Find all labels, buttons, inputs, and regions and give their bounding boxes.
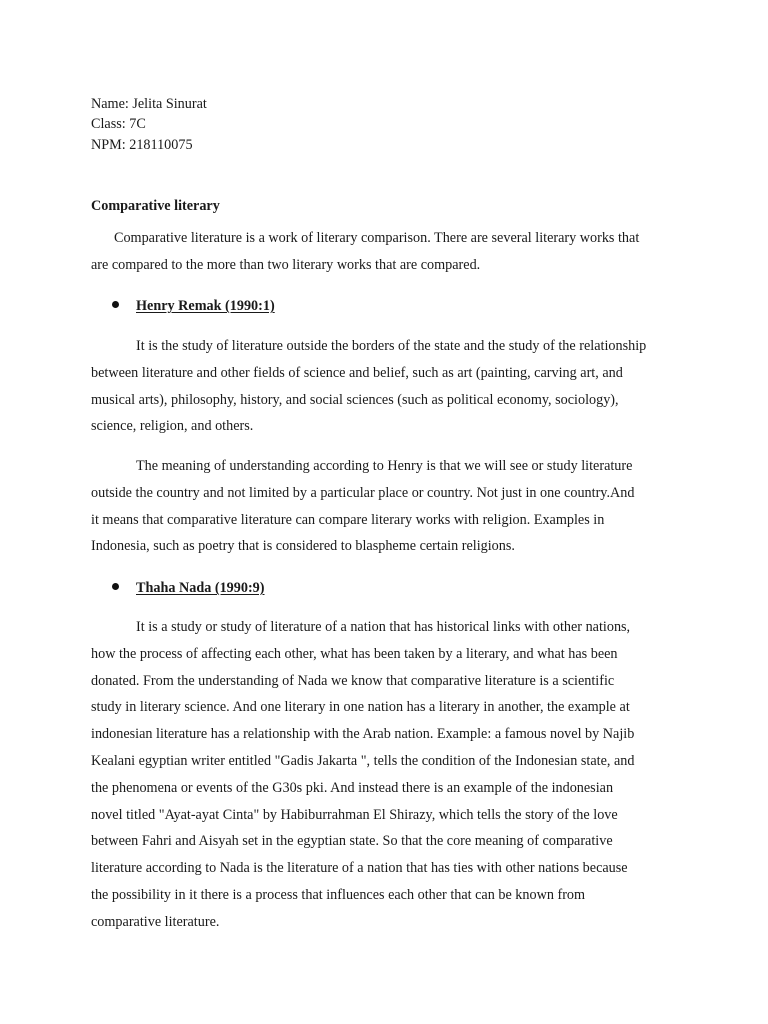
intro-paragraph xyxy=(91,225,679,279)
text-line: between literature and other fields of science and belief, such as art (painting, carving art, and xyxy=(91,364,623,381)
thaha-nada-paragraph xyxy=(91,614,679,936)
text-line: the possibility in it there is a process that influences each other that can be known from xyxy=(91,886,586,903)
text-line: Kealani egyptian writer entitled "Gadis Jakarta ", tells the condition of the Indonesian state, and xyxy=(91,752,635,769)
text-line: outside the country and not limited by a particular place or country. Not just in one country.And xyxy=(91,484,635,501)
text-line: The meaning of understanding according to Henry is that we will see or study literature xyxy=(136,458,633,474)
document-title: Comparative literary xyxy=(91,198,220,214)
text-line: study in literary science. And one literary in one nation has a literary in another, the example at xyxy=(91,699,630,716)
text-line: It is the study of literature outside the borders of the state and the study of the relationship xyxy=(136,338,647,354)
student-npm: NPM: 218110075 xyxy=(91,136,193,153)
text-line: science, religion, and others. xyxy=(91,418,254,435)
student-info xyxy=(91,94,207,155)
section-heading-text: Thaha Nada (1990:9) xyxy=(136,580,265,596)
text-line: are compared to the more than two literary works that are compared. xyxy=(91,256,481,273)
student-class: Class: 7C xyxy=(91,116,146,133)
text-line: Comparative literature is a work of literary comparison. There are several literary works that xyxy=(114,230,640,246)
text-line: comparative literature. xyxy=(91,913,220,930)
text-line: musical arts), philosophy, history, and social sciences (such as political economy, sociology), xyxy=(91,391,619,408)
text-line: indonesian literature has a relationship with the Arab nation. Example: a famous novel by Najib xyxy=(91,726,635,743)
text-line: between Fahri and Aisyah set in the egyptian state. So that the core meaning of comparative xyxy=(91,833,613,850)
section-heading-thaha-nada xyxy=(112,578,265,598)
text-line: It is a study or study of literature of a nation that has historical links with other nations, xyxy=(136,619,631,635)
section-heading-text: Henry Remak (1990:1) xyxy=(136,298,275,314)
student-name: Name: Jelita Sinurat xyxy=(91,96,207,112)
text-line: it means that comparative literature can compare literary works with religion. Examples in xyxy=(91,511,605,528)
bullet-icon xyxy=(112,583,119,590)
bullet-icon xyxy=(112,301,119,308)
text-line: Indonesia, such as poetry that is considered to blaspheme certain religions. xyxy=(91,538,515,555)
henry-remak-paragraph-1 xyxy=(91,333,679,440)
text-line: how the process of affecting each other, what has been taken by a literary, and what has been xyxy=(91,645,618,662)
text-line: donated. From the understanding of Nada we know that comparative literature is a scientific xyxy=(91,672,615,689)
text-line: novel titled "Ayat-ayat Cinta" by Habiburrahman El Shirazy, which tells the story of the love xyxy=(91,806,618,823)
section-heading-henry-remak xyxy=(112,296,275,316)
text-line: the phenomena or events of the G30s pki. And instead there is an example of the indonesian xyxy=(91,779,614,796)
text-line: literature according to Nada is the literature of a nation that has ties with other nations because xyxy=(91,860,628,877)
henry-remak-paragraph-2 xyxy=(91,453,679,560)
